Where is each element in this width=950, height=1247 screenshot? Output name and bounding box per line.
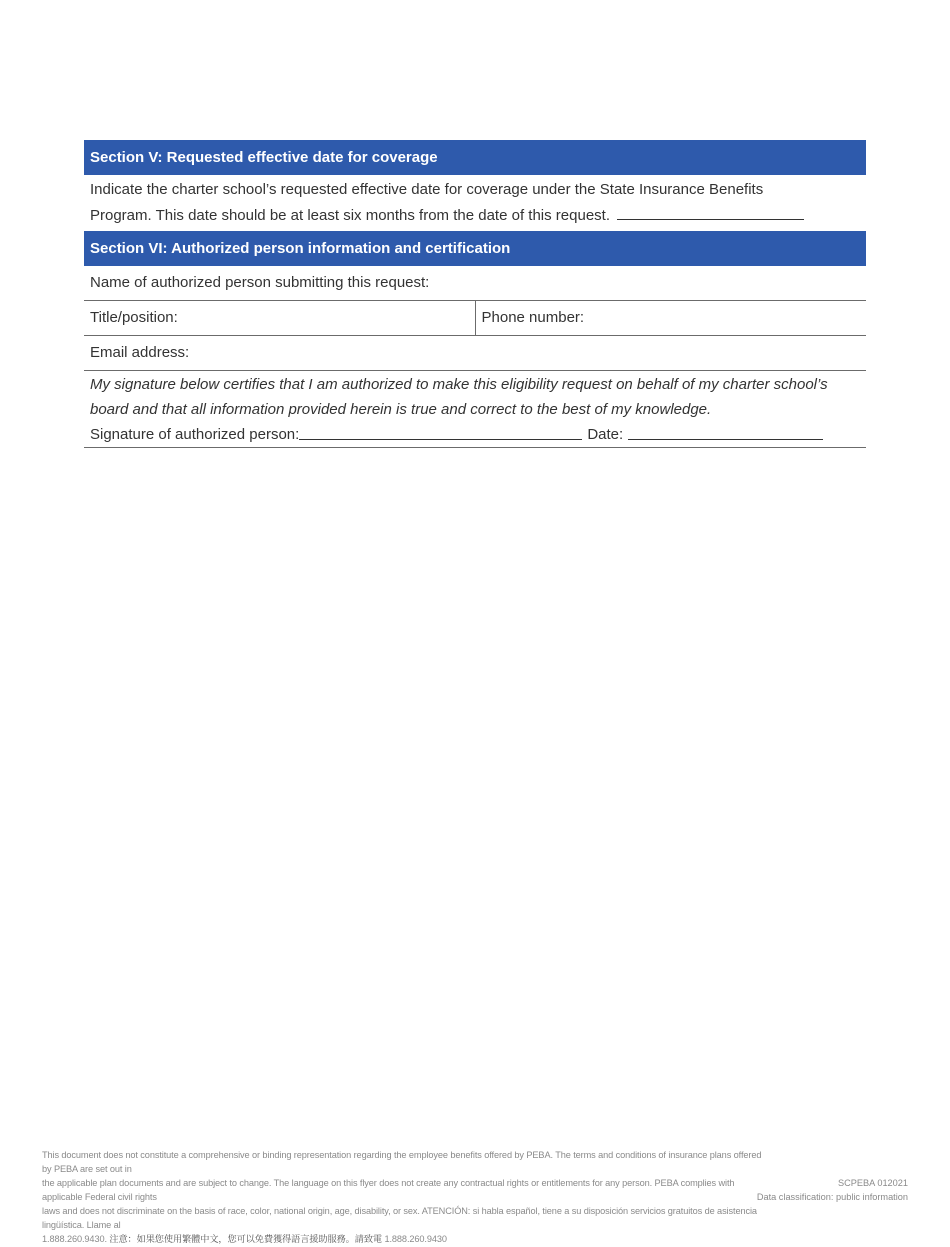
title-position-label: Title/position:: [90, 309, 178, 326]
disclaimer-line-3: laws and does not discriminate on the basis of race, color, national origin, age, disability, or sex. ATENCIÓN: si habla español, tiene a su disposición servicios gratuitos de asistencia lingüística. Llame al: [42, 1206, 757, 1230]
form-container: [84, 140, 866, 448]
certification-line-1: My signature below certifies that I am authorized to make this eligibility request on behalf of my charter school’s: [90, 376, 828, 393]
section-5-text-line-2-label: Program. This date should be at least six months from the date of this request.: [90, 207, 610, 224]
certification-block: [84, 371, 866, 448]
disclaimer-chinese: 注意：如果您使用繁體中文，您可以免費獲得語言援助服務。請致電: [109, 1234, 382, 1245]
phone-number-label: Phone number:: [481, 309, 585, 326]
section-5-text-line-2: [90, 202, 860, 228]
footer-disclaimer: [42, 1148, 762, 1247]
disclaimer-line-2: the applicable plan documents and are subject to change. The language on this flyer does not create any contractual rights or entitlements for any person. PEBA complies with applicable Federal civil rights: [42, 1178, 735, 1202]
effective-date-field[interactable]: [617, 202, 804, 220]
authorized-name-field[interactable]: [84, 266, 866, 301]
signature-field[interactable]: [299, 422, 582, 440]
signature-date-field[interactable]: [628, 422, 823, 440]
disclaimer-line-1: This document does not constitute a comprehensive or binding representation regarding the employee benefits offered by PEBA. The terms and conditions of insurance plans offered by PEBA are set out in: [42, 1150, 762, 1174]
section-6-header: Section VI: Authorized person information and certification: [84, 231, 866, 266]
authorized-name-label: Name of authorized person submitting this request:: [90, 274, 430, 291]
form-code: SCPEBA 012021: [838, 1178, 908, 1188]
title-phone-row: [84, 301, 866, 336]
email-address-field[interactable]: [84, 336, 866, 371]
footer-meta: [757, 1176, 908, 1204]
date-label: Date:: [587, 426, 624, 443]
section-5-text-line-1: Indicate the charter school’s requested effective date for coverage under the State Insurance Benefits: [90, 181, 764, 198]
phone-number-field[interactable]: [475, 301, 867, 335]
title-position-field[interactable]: [84, 301, 475, 335]
signature-label: Signature of authorized person:: [90, 426, 300, 443]
section-5-instructions: [84, 175, 866, 231]
certification-line-2: board and that all information provided herein is true and correct to the best of my knowledge.: [90, 401, 712, 418]
disclaimer-line-4: [42, 1232, 762, 1247]
section-5-header: Section V: Requested effective date for coverage: [84, 140, 866, 175]
email-address-label: Email address:: [90, 344, 190, 361]
data-classification: Data classification: public information: [756, 1192, 908, 1202]
disclaimer-phone: 1.888.260.9430.: [42, 1234, 107, 1244]
signature-line: [90, 422, 860, 447]
disclaimer-phone-2: 1.888.260.9430: [384, 1234, 447, 1244]
